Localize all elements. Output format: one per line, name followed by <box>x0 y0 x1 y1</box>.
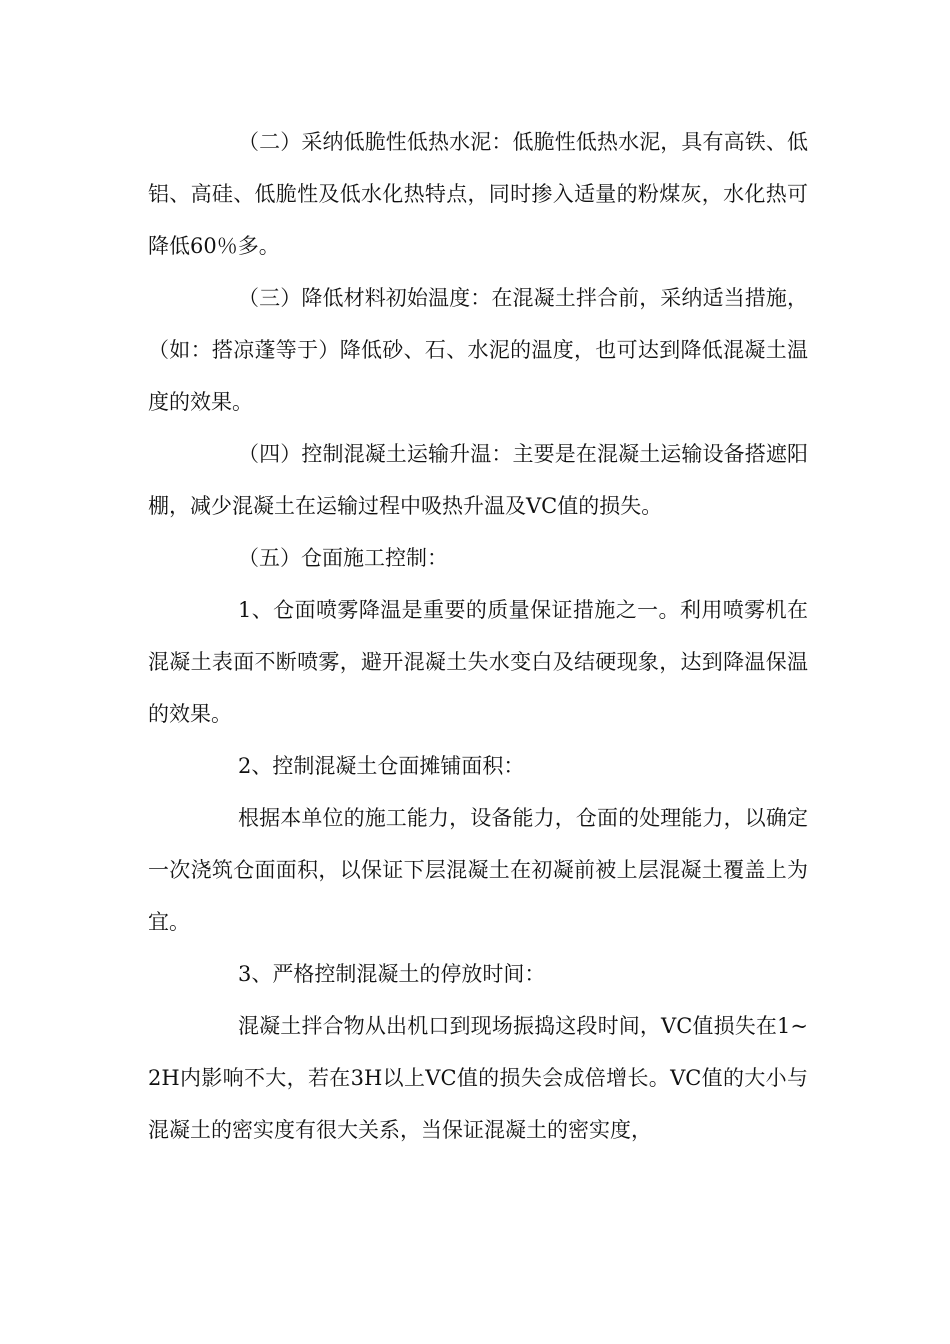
paragraph-heading-spread-area: 2、控制混凝土仓面摊铺面积： <box>238 754 525 778</box>
document-body <box>148 116 808 1156</box>
paragraph-transport: （四）控制混凝土运输升温：主要是在混凝土运输设备搭遮阳棚，减少混凝土在运输过程中吸热升温及VC值的损失。 <box>148 442 808 518</box>
paragraph-material-temperature: （三）降低材料初始温度：在混凝土拌合前，采纳适当措施，（如：搭凉蓬等于）降低砂、石、水泥的温度，也可达到降低混凝土温度的效果。 <box>148 286 808 414</box>
paragraph-spray-cooling: 1、仓面喷雾降温是重要的质量保证措施之一。利用喷雾机在混凝土表面不断喷雾，避开混凝土失水变白及结硬现象，达到降温保温的效果。 <box>148 598 808 726</box>
paragraph-cement: （二）采纳低脆性低热水泥：低脆性低热水泥，具有高铁、低铝、高硅、低脆性及低水化热特点，同时掺入适量的粉煤灰，水化热可降低60％多。 <box>148 130 808 258</box>
paragraph-heading-surface-control: （五）仓面施工控制： <box>238 546 448 570</box>
paragraph-heading-standing-time: 3、严格控制混凝土的停放时间： <box>238 962 546 986</box>
paragraph-spread-area: 根据本单位的施工能力，设备能力，仓面的处理能力，以确定一次浇筑仓面面积，以保证下层混凝土在初凝前被上层混凝土覆盖上为宜。 <box>148 806 808 934</box>
paragraph-standing-time: 混凝土拌合物从出机口到现场振捣这段时间，VC值损失在1~2H内影响不大，若在3H以上VC值的损失会成倍增长。VC值的大小与混凝土的密实度有很大关系，当保证混凝土的密实度， <box>148 1014 808 1142</box>
